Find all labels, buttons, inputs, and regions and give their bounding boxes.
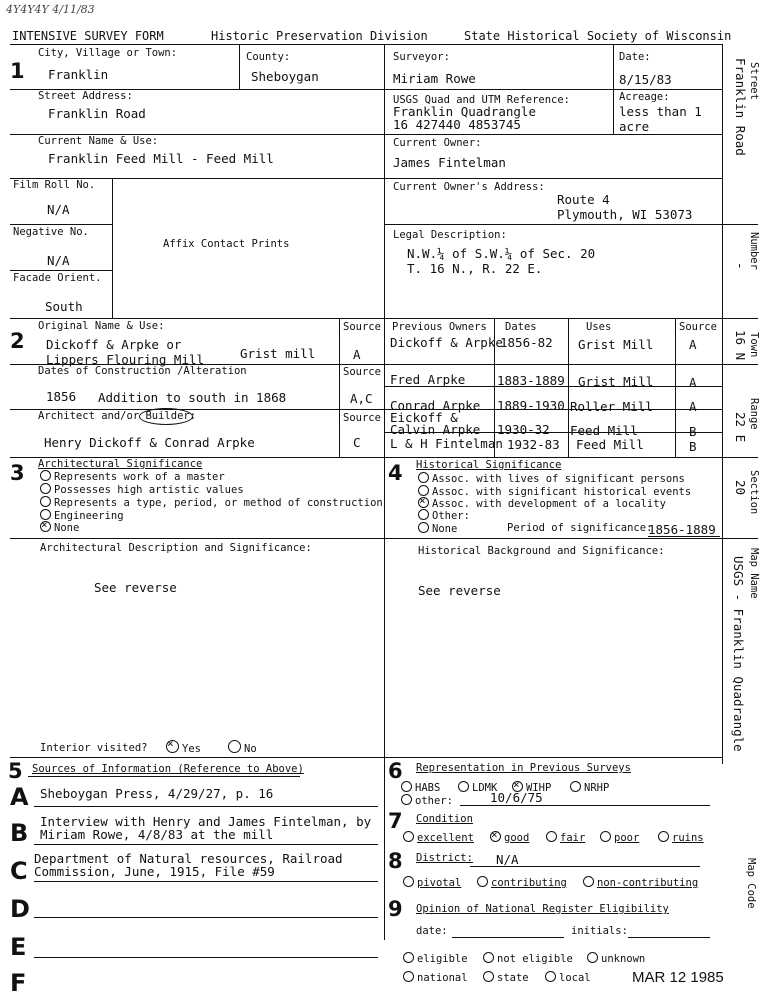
original-source: A bbox=[353, 347, 361, 362]
sidebar-street-value: Franklin Road bbox=[733, 58, 748, 156]
section-number: 8 bbox=[388, 849, 403, 873]
sidebar-range-value: 22 E bbox=[733, 412, 748, 443]
hist-option[interactable]: Assoc. with lives of significant persons bbox=[418, 472, 685, 485]
source-letter: D bbox=[10, 895, 30, 923]
eligibility-title: Opinion of National Register Eligibility bbox=[416, 903, 669, 915]
level-option[interactable]: state bbox=[483, 971, 529, 984]
radio-icon bbox=[401, 794, 412, 805]
district-option[interactable]: pivotal bbox=[403, 876, 461, 889]
section-number: 7 bbox=[388, 809, 403, 833]
film-label: Film Roll No. bbox=[13, 179, 96, 191]
rule bbox=[460, 805, 710, 806]
section-number: 4 bbox=[388, 461, 403, 485]
interior-yes[interactable]: × Yes bbox=[166, 740, 201, 755]
arch-option[interactable]: Possesses high artistic values bbox=[40, 483, 244, 496]
source-label: Source bbox=[343, 321, 381, 333]
source-label: Source bbox=[343, 412, 381, 424]
street-value: Franklin Road bbox=[48, 106, 146, 121]
form-title: INTENSIVE SURVEY FORM bbox=[12, 29, 164, 43]
eligibility-initials-label: initials: bbox=[571, 925, 628, 937]
owner-use: Feed Mill bbox=[570, 423, 638, 438]
date-input-line[interactable] bbox=[452, 937, 564, 938]
usgs-label: USGS Quad and UTM Reference: bbox=[393, 94, 571, 106]
rule bbox=[34, 806, 378, 807]
negative-value: N/A bbox=[47, 253, 70, 268]
radio-icon bbox=[40, 470, 51, 481]
rule bbox=[10, 318, 722, 319]
radio-icon bbox=[418, 509, 429, 520]
rule bbox=[10, 270, 112, 271]
section-number: 3 bbox=[10, 461, 25, 485]
district-title: District: bbox=[416, 852, 473, 864]
survey-option[interactable]: NRHP bbox=[570, 781, 609, 794]
rule bbox=[34, 881, 378, 882]
current-name-value: Franklin Feed Mill - Feed Mill bbox=[48, 151, 274, 166]
owner-source: A bbox=[689, 337, 697, 352]
radio-checked-icon bbox=[166, 740, 179, 753]
radio-icon bbox=[587, 952, 598, 963]
rule bbox=[28, 776, 300, 777]
radio-icon bbox=[546, 831, 557, 842]
radio-icon bbox=[458, 781, 469, 792]
sidebar-map-value: USGS - Franklin Quadrangle bbox=[731, 556, 746, 752]
hist-significance-title: Historical Significance bbox=[416, 459, 562, 471]
arch-description-label: Architectural Description and Significance: bbox=[40, 542, 312, 554]
rule bbox=[470, 866, 700, 867]
source-line: Sheboygan Press, 4/29/27, p. 16 bbox=[40, 786, 274, 801]
affix-prints-label: Affix Contact Prints bbox=[163, 238, 290, 250]
survey-option[interactable]: HABS bbox=[401, 781, 440, 794]
hist-option[interactable]: Other: bbox=[418, 509, 470, 522]
original-name-line2: Lippers Flouring Mill bbox=[46, 352, 205, 367]
legal-label: Legal Description: bbox=[393, 229, 507, 241]
original-name-label: Original Name & Use: bbox=[38, 320, 165, 332]
usgs-utm: 16 427440 4853745 bbox=[393, 117, 521, 132]
surveyor-label: Surveyor: bbox=[393, 51, 450, 63]
construction-dates-label: Dates of Construction /Alteration bbox=[38, 365, 247, 377]
owner-use: Grist Mill bbox=[578, 337, 654, 352]
legal-line2: T. 16 N., R. 22 E. bbox=[407, 261, 543, 276]
period-label: Period of significance: bbox=[507, 522, 653, 534]
arch-option[interactable]: Engineering bbox=[40, 509, 124, 522]
arch-option[interactable]: Represents work of a master bbox=[40, 470, 225, 483]
current-owner-label: Current Owner: bbox=[393, 137, 482, 149]
radio-checked-icon bbox=[40, 521, 51, 532]
radio-icon bbox=[600, 831, 611, 842]
initials-input-line[interactable] bbox=[628, 937, 710, 938]
acreage-line1: less than 1 bbox=[619, 104, 702, 119]
sidebar-number-label: Number bbox=[748, 232, 760, 270]
period-value: 1856-1889 bbox=[648, 522, 716, 537]
radio-icon bbox=[40, 496, 51, 507]
owners-header-dates: Dates bbox=[505, 321, 537, 333]
construction-alteration: Addition to south in 1868 bbox=[98, 390, 287, 405]
representation-title: Representation in Previous Surveys bbox=[416, 762, 631, 774]
condition-option[interactable]: ruins bbox=[658, 831, 704, 844]
owner-name: L & H Fintelman bbox=[390, 436, 503, 451]
legal-line1: N.W.¼ of S.W.¼ of Sec. 20 bbox=[407, 246, 596, 261]
hist-option[interactable]: None bbox=[418, 522, 457, 535]
top-stamp: 4Y4Y4Y 4/11/83 bbox=[6, 3, 95, 16]
original-use: Grist mill bbox=[240, 346, 316, 361]
condition-title: Condition bbox=[416, 813, 473, 825]
architect-source: C bbox=[353, 435, 361, 450]
sources-title: Sources of Information (Reference to Above) bbox=[32, 763, 304, 775]
section-number: 5 bbox=[8, 759, 23, 783]
radio-icon bbox=[583, 876, 594, 887]
rule bbox=[722, 364, 758, 365]
architect-label: Architect and/or Builder: bbox=[38, 410, 197, 422]
county-label: County: bbox=[246, 51, 291, 63]
owner-dates: 1932-83 bbox=[507, 437, 560, 452]
source-line: Interview with Henry and James Fintelman, by bbox=[40, 814, 372, 829]
owner-dates: 1883-1889 bbox=[497, 373, 565, 388]
source-label: Source bbox=[343, 366, 381, 378]
current-owner-value: James Fintelman bbox=[393, 155, 506, 170]
rule bbox=[648, 536, 720, 537]
facade-label: Facade Orient. bbox=[13, 272, 102, 284]
owner-dates: 1889-1930 bbox=[497, 398, 565, 413]
radio-icon bbox=[40, 483, 51, 494]
street-label: Street Address: bbox=[38, 90, 133, 102]
society-name: State Historical Society of Wisconsin bbox=[464, 29, 732, 43]
sidebar-street-label: Street bbox=[748, 62, 760, 100]
arch-option-selected[interactable]: ×None bbox=[40, 521, 79, 534]
rule bbox=[112, 178, 113, 318]
original-name-line1: Dickoff & Arpke or bbox=[46, 337, 182, 352]
radio-checked-icon bbox=[418, 497, 429, 508]
radio-icon bbox=[403, 971, 414, 982]
arch-option[interactable]: Represents a type, period, or method of construction bbox=[40, 496, 383, 509]
construction-source: A,C bbox=[350, 391, 373, 406]
owner-dates: 1856-82 bbox=[500, 335, 553, 350]
rule bbox=[722, 538, 758, 539]
hist-background-label: Historical Background and Significance: bbox=[418, 545, 665, 557]
sidebar-section-label: Section bbox=[748, 470, 760, 515]
owner-address-line1: Route 4 bbox=[557, 192, 610, 207]
source-line: Miriam Rowe, 4/8/83 at the mill bbox=[40, 827, 274, 842]
city-value: Franklin bbox=[48, 67, 109, 82]
section-number: 2 bbox=[10, 329, 25, 353]
radio-icon bbox=[483, 971, 494, 982]
owner-address-line2: Plymouth, WI 53073 bbox=[557, 207, 693, 222]
owners-header-uses: Uses bbox=[586, 321, 612, 333]
division-name: Historic Preservation Division bbox=[211, 29, 428, 43]
rule bbox=[10, 538, 722, 539]
hist-background-value: See reverse bbox=[418, 583, 501, 598]
rule bbox=[34, 844, 378, 845]
sidebar-range-label: Range bbox=[748, 398, 760, 430]
facade-value: South bbox=[45, 299, 83, 314]
district-option[interactable]: contributing bbox=[477, 876, 567, 889]
source-line: Commission, June, 1915, File #59 bbox=[34, 864, 275, 879]
current-name-label: Current Name & Use: bbox=[38, 135, 159, 147]
condition-option[interactable]: fair bbox=[546, 831, 585, 844]
district-value: N/A bbox=[496, 852, 519, 867]
owner-address-label: Current Owner's Address: bbox=[393, 181, 545, 193]
rule bbox=[239, 44, 240, 89]
date-value: 8/15/83 bbox=[619, 72, 672, 87]
sidebar-town-label: Town bbox=[748, 332, 760, 358]
radio-icon bbox=[403, 831, 414, 842]
radio-icon bbox=[401, 781, 412, 792]
county-value: Sheboygan bbox=[251, 69, 319, 84]
construction-year: 1856 bbox=[46, 389, 77, 404]
source-letter: F bbox=[10, 972, 27, 997]
rule bbox=[384, 224, 722, 225]
rule bbox=[10, 224, 112, 225]
hist-option[interactable]: Assoc. with significant historical events bbox=[418, 485, 691, 498]
interior-visited-label: Interior visited? bbox=[40, 742, 148, 754]
radio-icon bbox=[483, 952, 494, 963]
rule bbox=[10, 44, 722, 45]
rule bbox=[34, 957, 378, 958]
rule bbox=[675, 318, 676, 457]
rule bbox=[568, 318, 569, 457]
section-number: 6 bbox=[388, 759, 403, 783]
radio-icon bbox=[477, 876, 488, 887]
owner-source: A bbox=[689, 399, 697, 414]
eligibility-option[interactable]: not eligible bbox=[483, 952, 573, 965]
condition-option-selected[interactable]: × good bbox=[490, 831, 529, 844]
received-stamp: MAR 12 1985 bbox=[632, 969, 724, 986]
owner-source: A bbox=[689, 375, 697, 390]
sidebar-number-value: - bbox=[733, 262, 748, 270]
radio-icon bbox=[418, 472, 429, 483]
source-line: Department of Natural resources, Railroad bbox=[34, 851, 343, 866]
arch-significance-title: Architectural Significance bbox=[38, 458, 203, 470]
radio-icon bbox=[403, 952, 414, 963]
film-value: N/A bbox=[47, 202, 70, 217]
survey-option[interactable]: LDMK bbox=[458, 781, 497, 794]
rule bbox=[10, 178, 722, 179]
owner-use: Feed Mill bbox=[576, 437, 644, 452]
date-label: Date: bbox=[619, 51, 651, 63]
usgs-quad: Franklin Quadrangle bbox=[393, 104, 536, 119]
owner-use: Grist Mill bbox=[578, 374, 654, 389]
negative-label: Negative No. bbox=[13, 226, 89, 238]
district-option[interactable]: non-contributing bbox=[583, 876, 698, 889]
acreage-label: Acreage: bbox=[619, 91, 670, 103]
owner-use: Roller Mill bbox=[570, 399, 653, 414]
sidebar-section-value: 20 bbox=[733, 480, 748, 496]
condition-option[interactable]: poor bbox=[600, 831, 639, 844]
radio-icon bbox=[403, 876, 414, 887]
eligibility-date-label: date: bbox=[416, 925, 448, 937]
city-label: City, Village or Town: bbox=[38, 47, 178, 59]
radio-icon bbox=[228, 740, 241, 753]
section-number: 9 bbox=[388, 897, 403, 921]
arch-description-value: See reverse bbox=[94, 580, 177, 595]
source-letter: A bbox=[10, 783, 29, 811]
owner-name: Dickoff & Arpke bbox=[390, 335, 503, 350]
rule bbox=[722, 44, 723, 764]
owner-source: B bbox=[689, 439, 697, 454]
radio-icon bbox=[545, 971, 556, 982]
survey-other[interactable]: other: bbox=[401, 794, 453, 807]
owner-dates: 1930-32 bbox=[497, 422, 550, 437]
interior-no[interactable]: No bbox=[228, 740, 257, 755]
rule bbox=[339, 318, 340, 457]
level-option[interactable]: local bbox=[545, 971, 591, 984]
surveyor-value: Miriam Rowe bbox=[393, 71, 476, 86]
survey-other-value: 10/6/75 bbox=[490, 790, 543, 805]
rule bbox=[722, 457, 758, 458]
sidebar-town-value: 16 N bbox=[733, 330, 748, 361]
radio-icon bbox=[658, 831, 669, 842]
radio-checked-icon bbox=[490, 831, 501, 842]
rule bbox=[722, 318, 758, 319]
rule bbox=[384, 44, 385, 940]
rule bbox=[10, 757, 722, 758]
owners-header-name: Previous Owners bbox=[392, 321, 487, 333]
owner-name: Eickoff & Calvin Arpke bbox=[390, 410, 481, 437]
section-number: 1 bbox=[10, 59, 25, 83]
level-option[interactable]: national bbox=[403, 971, 468, 984]
rule bbox=[613, 44, 614, 134]
condition-option[interactable]: excellent bbox=[403, 831, 474, 844]
rule bbox=[34, 917, 378, 918]
owner-name: Fred Arpke bbox=[390, 372, 466, 387]
rule bbox=[722, 224, 758, 225]
source-letter: E bbox=[10, 933, 27, 961]
acreage-line2: acre bbox=[619, 119, 650, 134]
owner-name: Conrad Arpke bbox=[390, 398, 481, 413]
source-letter: C bbox=[10, 857, 28, 885]
sidebar-map-label: Map Name bbox=[748, 548, 760, 599]
survey-option-selected[interactable]: × WIHP bbox=[512, 781, 551, 794]
architect-value: Henry Dickoff & Conrad Arpke bbox=[44, 435, 255, 450]
eligibility-option[interactable]: unknown bbox=[587, 952, 645, 965]
sidebar-mapcode-label: Map Code bbox=[745, 858, 757, 909]
owners-header-source: Source bbox=[679, 321, 717, 333]
owner-source: B bbox=[689, 424, 697, 439]
hist-option-selected[interactable]: ×Assoc. with development of a locality bbox=[418, 497, 666, 510]
radio-icon bbox=[570, 781, 581, 792]
radio-icon bbox=[418, 522, 429, 533]
source-letter: B bbox=[10, 819, 29, 847]
eligibility-option[interactable]: eligible bbox=[403, 952, 468, 965]
